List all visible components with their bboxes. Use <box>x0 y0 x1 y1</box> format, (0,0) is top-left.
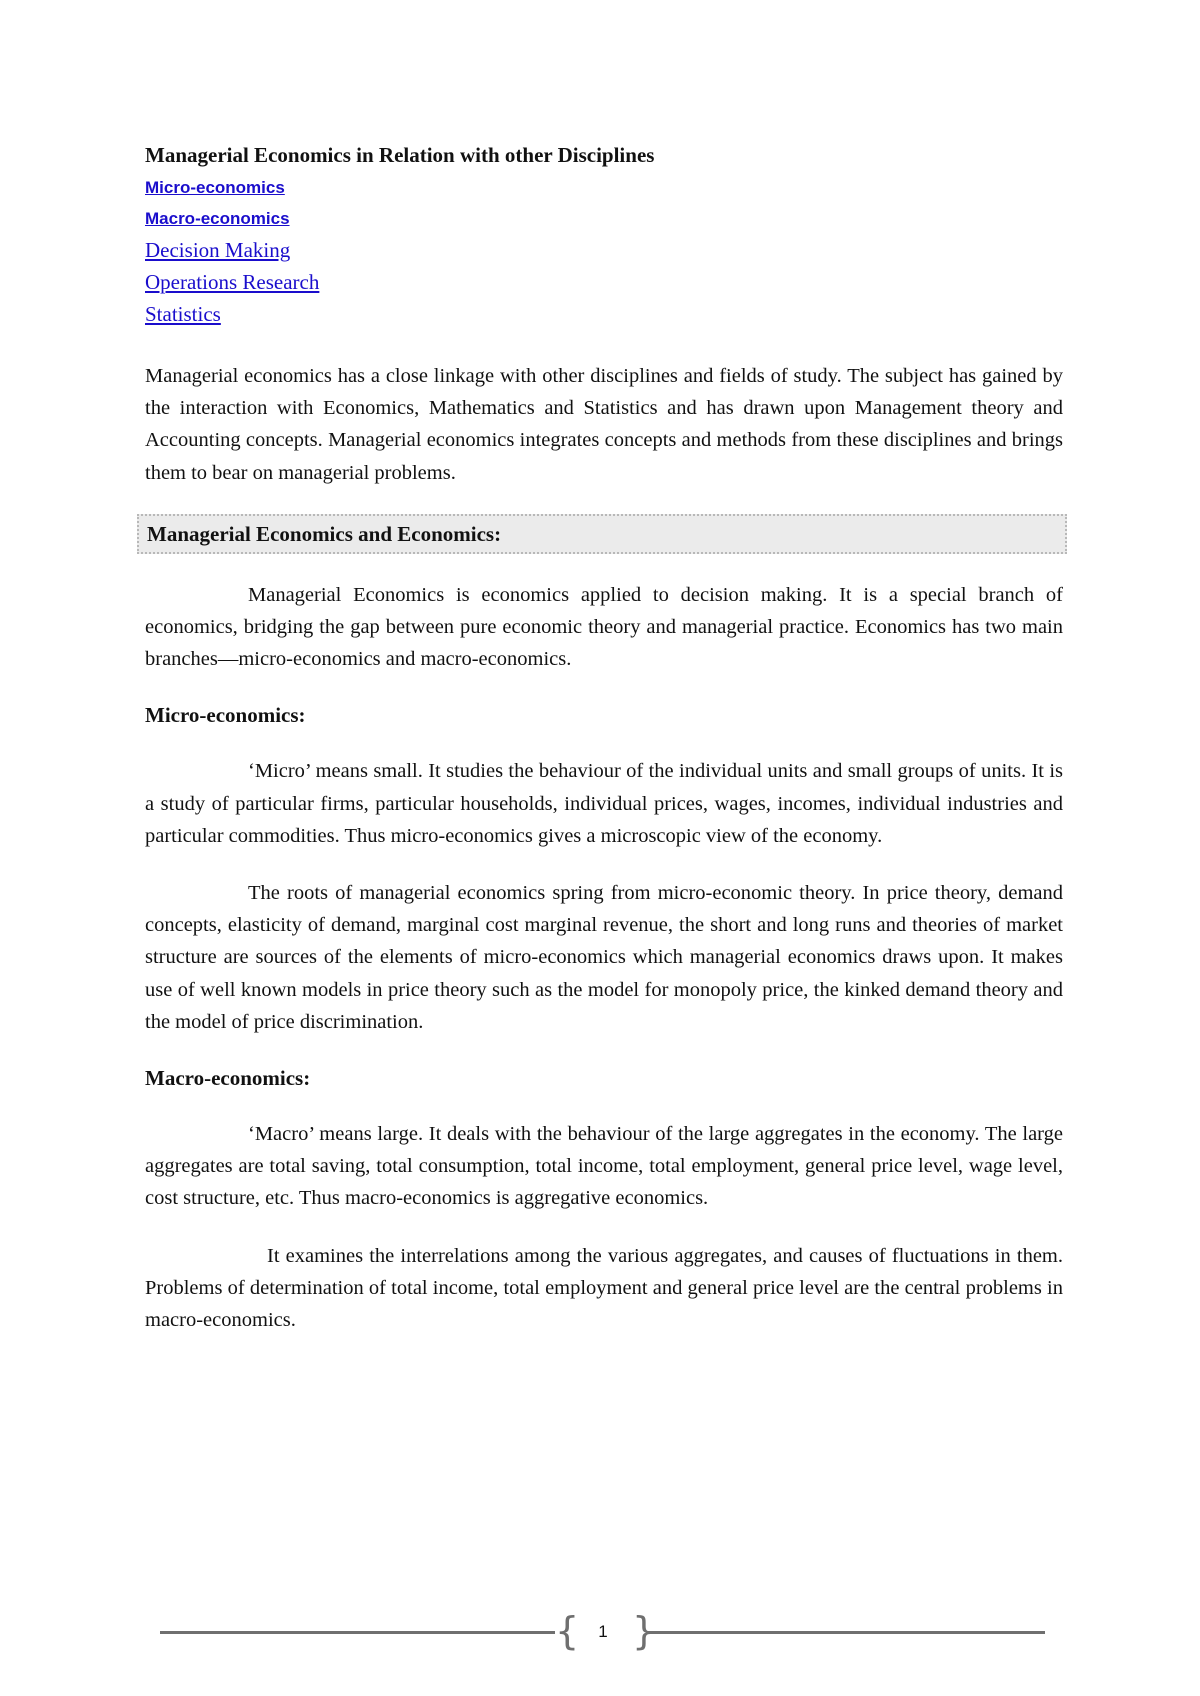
footer-rule-left <box>160 1631 555 1634</box>
section-heading-box: Managerial Economics and Economics: <box>137 514 1067 554</box>
toc-item-macro <box>145 203 1063 234</box>
section-paragraph: Managerial Economics is economics applied to decision making. It is a special branch of economics, bridging the gap between pure economic theory and managerial practice. Economics has two main branches—micro-economics and macro-economics. <box>145 583 1063 671</box>
micro-heading: Micro-economics: <box>145 703 306 728</box>
toc-link-operations-research[interactable]: Operations Research <box>145 270 320 294</box>
page-content <box>145 140 1063 1336</box>
intro-paragraph: Managerial economics has a close linkage with other disciplines and fields of study. The subject has gained by the interaction with Economics, Mathematics and Statistics and has drawn upon Management theory and Accounting concepts. Managerial economics integrates concepts and methods from these disciplines and brings them to bear on managerial problems. <box>145 365 1063 484</box>
toc-link-micro-economics[interactable]: Micro-economics <box>145 178 285 197</box>
toc-item-statistics <box>145 298 1063 330</box>
toc-link-macro-economics[interactable]: Macro-economics <box>145 209 290 228</box>
page-footer <box>160 1608 1045 1654</box>
toc-item-micro <box>145 172 1063 203</box>
right-brace-icon: } <box>632 1609 657 1653</box>
toc-item-decision <box>145 234 1063 266</box>
toc-item-operations <box>145 266 1063 298</box>
macro-paragraph-1: ‘Macro’ means large. It deals with the behaviour of the large aggregates in the economy. The large aggregates are total saving, total consumption, total income, total employment, general price level, wage level, cost structure, etc. Thus macro-economics is aggregative economics. <box>145 1123 1063 1210</box>
macro-heading: Macro-economics: <box>145 1066 311 1091</box>
document-title: Managerial Economics in Relation with other Disciplines <box>145 143 655 167</box>
left-brace-icon: { <box>555 1609 580 1653</box>
toc-link-statistics[interactable]: Statistics <box>145 302 221 326</box>
toc-link-decision-making[interactable]: Decision Making <box>145 238 291 262</box>
micro-paragraph-1: ‘Micro’ means small. It studies the behaviour of the individual units and small groups of units. It is a study of particular firms, particular households, individual prices, wages, incomes, individual industries and particular commodities. Thus micro-economics gives a microscopic view of the economy. <box>145 760 1063 847</box>
macro-paragraph-2: It examines the interrelations among the various aggregates, and causes of fluctuations in them. Problems of determination of total income, total employment and general price level are the central problems in macro-economics. <box>145 1244 1063 1332</box>
page-number: 1 <box>598 1622 608 1641</box>
micro-paragraph-2: The roots of managerial economics spring from micro-economic theory. In price theory, demand concepts, elasticity of demand, marginal cost marginal revenue, the short and long runs and theories of market structure are sources of the elements of micro-economics which managerial economics draws upon. It makes use of well known models in price theory such as the model for monopoly price, the kinked demand theory and the model of price discrimination. <box>145 882 1063 1033</box>
footer-rule-right <box>648 1631 1045 1634</box>
table-of-contents <box>145 172 1063 330</box>
